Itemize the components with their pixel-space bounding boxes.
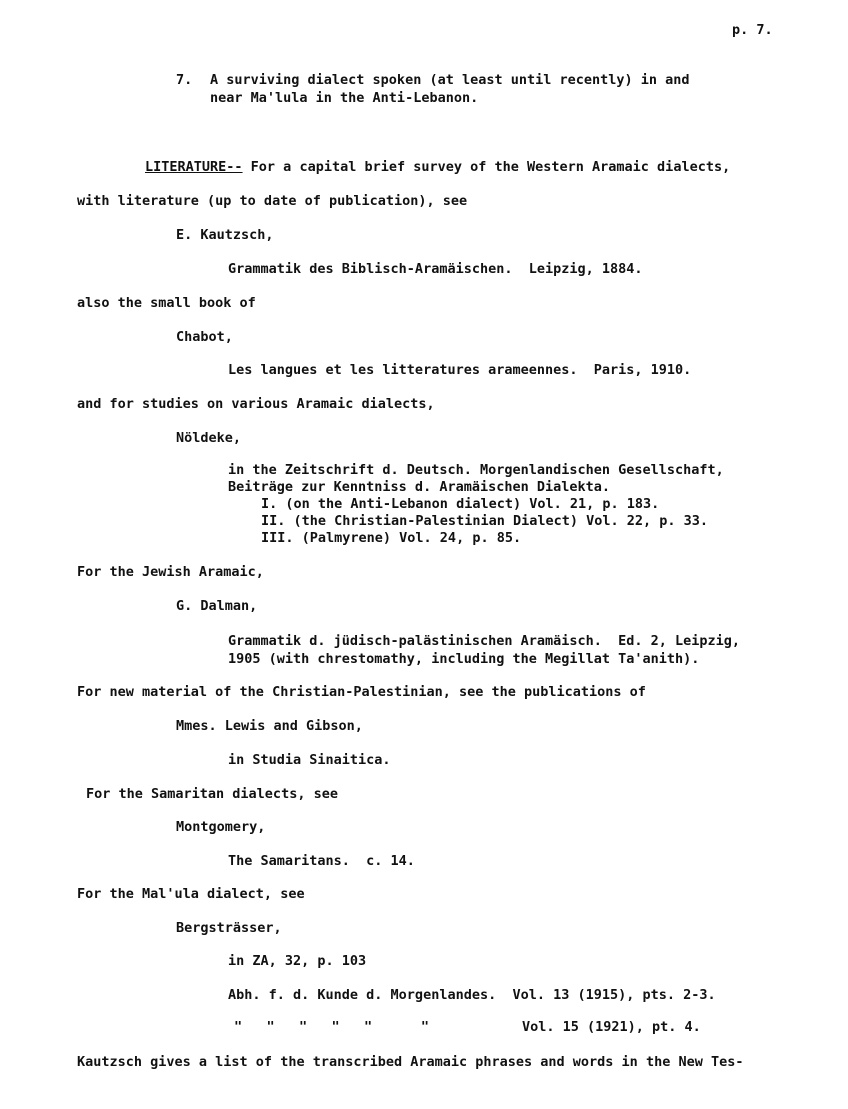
note-line-1: A surviving dialect spoken (at least until recently) in and <box>210 72 690 88</box>
christian-palestinian-intro: For new material of the Christian-Palestinian, see the publications of <box>77 684 646 700</box>
closing-line: Kautzsch gives a list of the transcribed Aramaic phrases and words in the New Tes- <box>77 1054 744 1070</box>
note-line-2: near Ma'lula in the Anti-Lebanon. <box>210 90 479 106</box>
dalman-line-2: 1905 (with chrestomathy, including the Megillat Ta'anith). <box>228 651 700 667</box>
ditto-marks: " " " " " " <box>234 1019 430 1035</box>
page-number: p. 7. <box>732 22 773 38</box>
jewish-intro: For the Jewish Aramaic, <box>77 564 264 580</box>
lewis-gibson-author: Mmes. Lewis and Gibson, <box>176 718 363 734</box>
montgomery-title: The Samaritans. c. 14. <box>228 853 415 869</box>
bergstrasser-author: Bergsträsser, <box>176 920 282 936</box>
dalman-author: G. Dalman, <box>176 598 258 614</box>
also-small-book: also the small book of <box>77 295 256 311</box>
noldeke-item-ii: II. (the Christian-Palestinian Dialect) Vol. 22, p. 33. <box>261 513 709 529</box>
chabot-author: Chabot, <box>176 329 233 345</box>
literature-intro <box>145 159 730 176</box>
literature-intro-text: For a capital brief survey of the Western Aramaic dialects, <box>242 159 731 175</box>
noldeke-line-2: Beiträge zur Kenntniss d. Aramäischen Dialekta. <box>228 479 611 495</box>
bergstrasser-za: in ZA, 32, p. 103 <box>228 953 367 969</box>
noldeke-author: Nöldeke, <box>176 430 242 446</box>
kautzsch-author: E. Kautzsch, <box>176 227 274 243</box>
noldeke-line-1: in the Zeitschrift d. Deutsch. Morgenlandischen Gesellschaft, <box>228 462 724 478</box>
dalman-line-1: Grammatik d. jüdisch-palästinischen Aramäisch. Ed. 2, Leipzig, <box>228 633 741 649</box>
noldeke-item-i: I. (on the Anti-Lebanon dialect) Vol. 21, p. 183. <box>261 496 660 512</box>
literature-intro-line-2: with literature (up to date of publication), see <box>77 193 468 209</box>
lewis-gibson-title: in Studia Sinaitica. <box>228 752 391 768</box>
kautzsch-title: Grammatik des Biblisch-Aramäischen. Leipzig, 1884. <box>228 261 643 277</box>
samaritan-intro: For the Samaritan dialects, see <box>86 786 338 802</box>
montgomery-author: Montgomery, <box>176 819 266 835</box>
literature-heading: LITERATURE-- <box>145 159 243 175</box>
note-number: 7. <box>176 72 193 88</box>
malula-intro: For the Mal'ula dialect, see <box>77 886 305 902</box>
bergstrasser-abh: Abh. f. d. Kunde d. Morgenlandes. Vol. 13 (1915), pts. 2-3. <box>228 987 716 1003</box>
bergstrasser-vol15: Vol. 15 (1921), pt. 4. <box>522 1019 701 1035</box>
noldeke-item-iii: III. (Palmyrene) Vol. 24, p. 85. <box>261 530 522 546</box>
studies-intro: and for studies on various Aramaic dialects, <box>77 396 435 412</box>
chabot-title: Les langues et les litteratures arameennes. Paris, 1910. <box>228 362 692 378</box>
